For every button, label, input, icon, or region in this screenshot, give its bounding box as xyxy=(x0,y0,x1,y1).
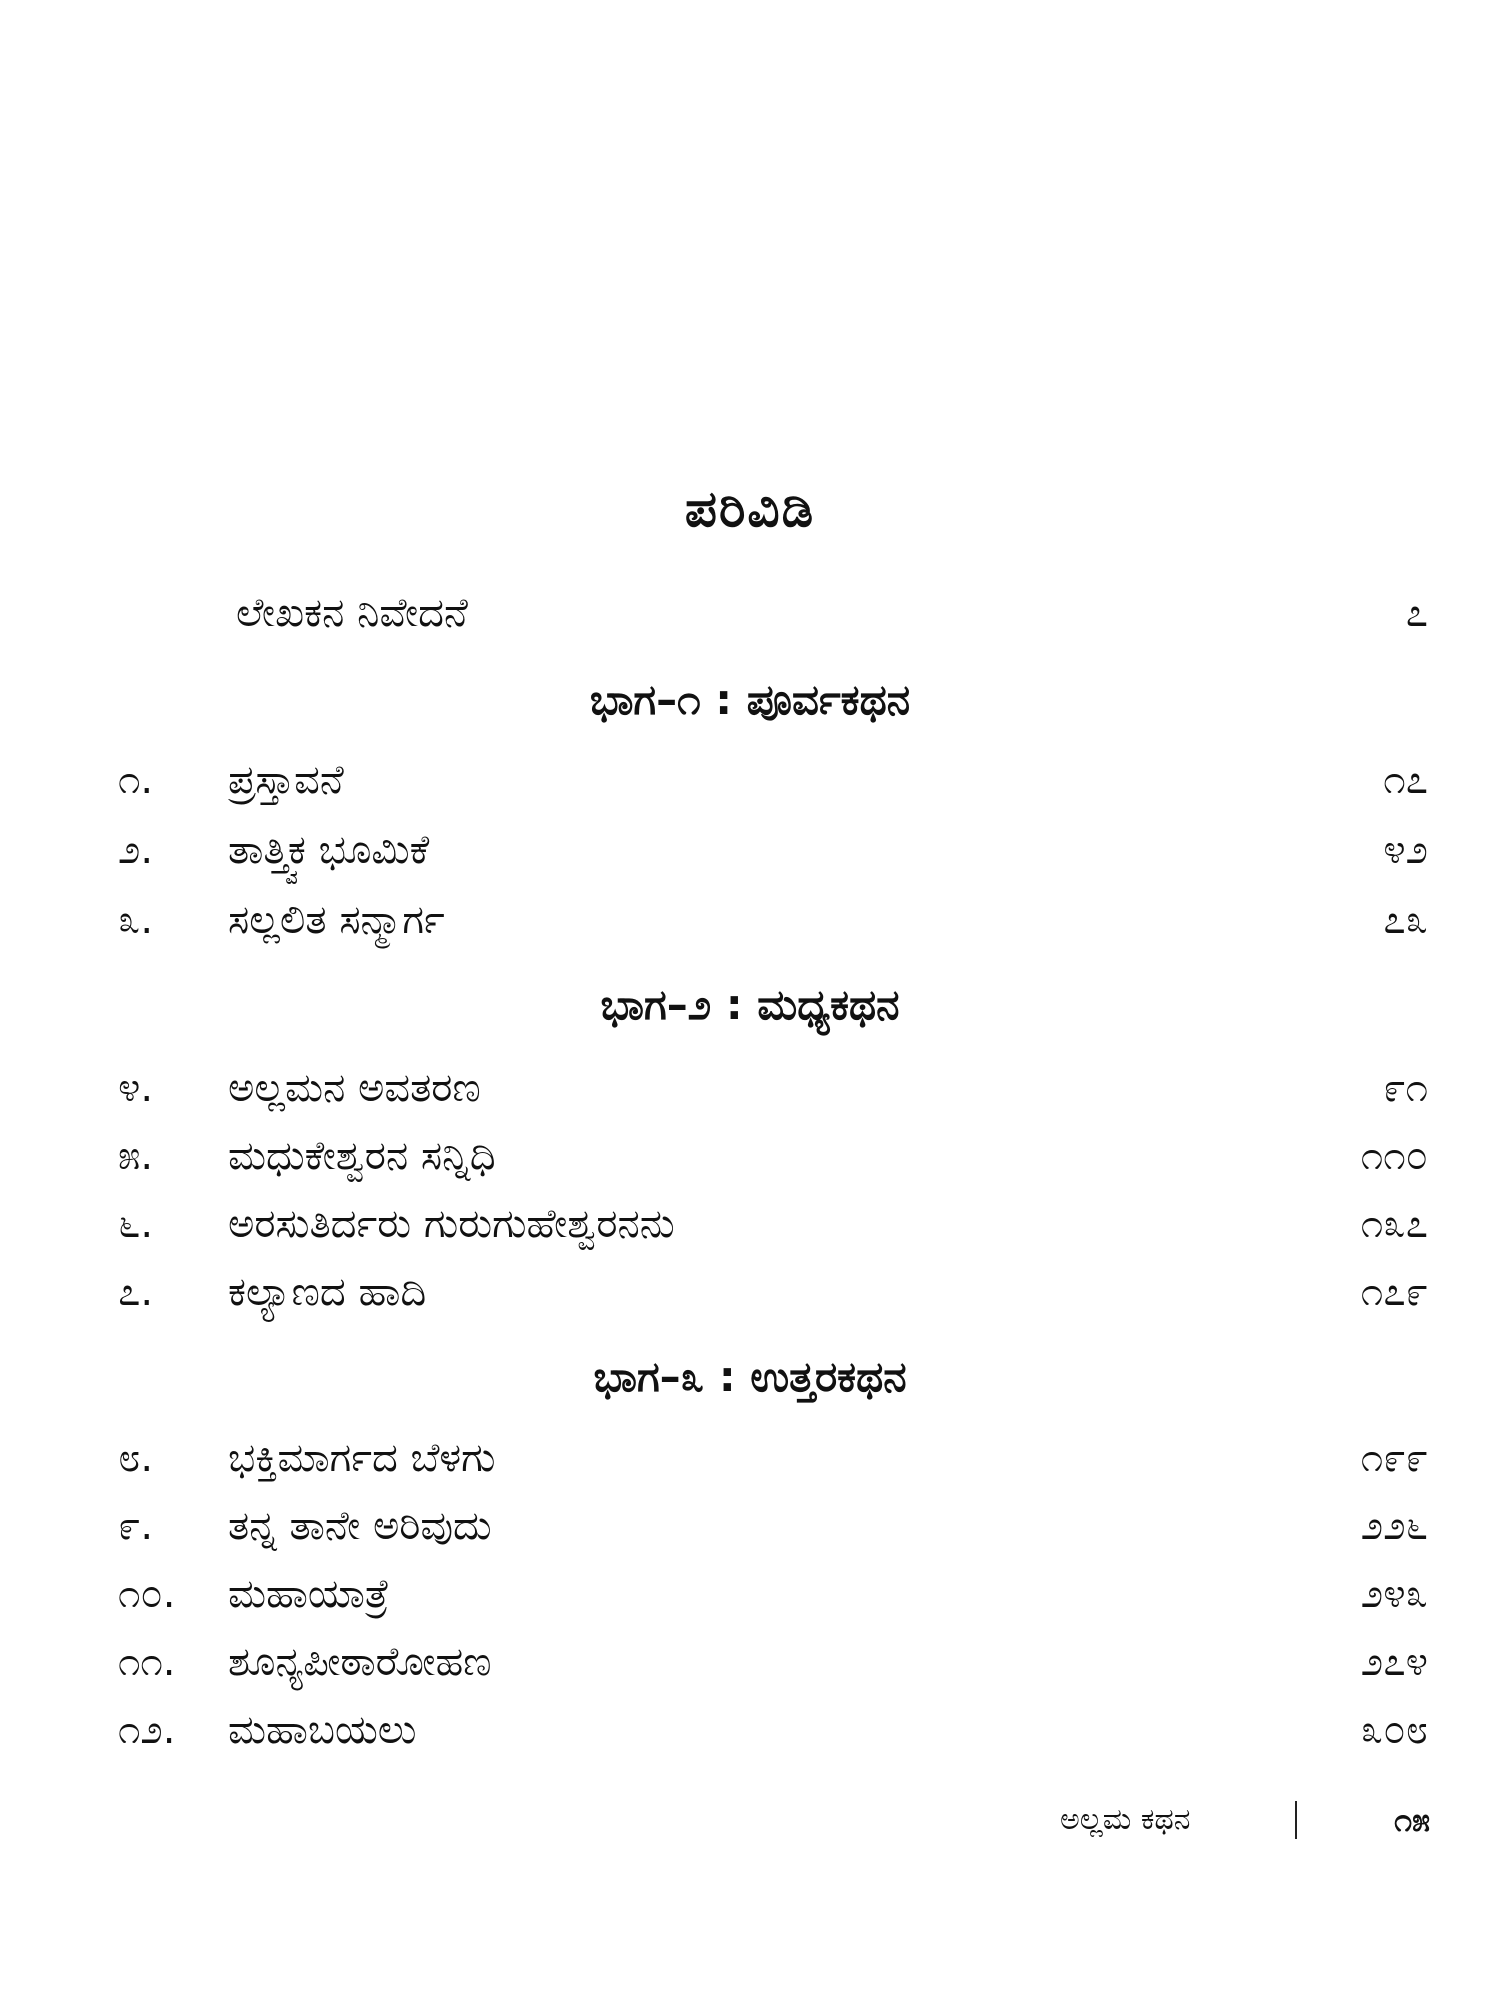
toc-entry-page: ೧೭೯ xyxy=(1360,1269,1428,1315)
page-number: ೧೫ xyxy=(1394,1801,1430,1839)
toc-entry xyxy=(118,1196,1428,1252)
toc-entry xyxy=(118,1060,1428,1116)
section-heading-2: ಭಾಗ–೨ : ಮಧ್ಯಕಥನ xyxy=(600,980,900,1029)
toc-entry-label: ಪ್ರಸ್ತಾವನೆ xyxy=(228,757,344,803)
toc-entry-label: ತನ್ನ ತಾನೇ ಅರಿವುದು xyxy=(228,1503,492,1549)
toc-entry-label: ಸಲ್ಲಲಿತ ಸನ್ಮಾರ್ಗ xyxy=(228,897,445,943)
toc-entry-number: ೩. xyxy=(118,897,154,943)
toc-entry xyxy=(118,892,1428,948)
toc-entry xyxy=(118,1566,1428,1622)
toc-entry-page: ೪೨ xyxy=(1383,827,1428,873)
toc-entry-page: ೧೯೯ xyxy=(1360,1435,1428,1481)
preface-entry xyxy=(118,585,1428,641)
toc-entry-page: ೭೩ xyxy=(1383,897,1428,943)
toc-entry xyxy=(118,1430,1428,1486)
toc-entry xyxy=(118,1634,1428,1690)
toc-entry-number: ೧೧. xyxy=(118,1639,176,1685)
toc-entry-number: ೭. xyxy=(118,1269,154,1315)
toc-entry xyxy=(118,1128,1428,1184)
toc-entry-label: ಮಹಾಬಯಲು xyxy=(228,1707,417,1753)
toc-entry-label: ಮಧುಕೇಶ್ವರನ ಸನ್ನಿಧಿ xyxy=(228,1133,496,1179)
toc-entry-page: ೩೦೮ xyxy=(1360,1707,1428,1753)
toc-entry-label: ಅಲ್ಲಮನ ಅವತರಣ xyxy=(228,1065,481,1111)
toc-entry-number: ೮. xyxy=(118,1435,154,1481)
toc-entry-number: ೧. xyxy=(118,757,154,803)
toc-entry-page: ೧೧೦ xyxy=(1360,1133,1428,1179)
toc-entry xyxy=(118,1498,1428,1554)
toc-entry-number: ೯. xyxy=(118,1503,154,1549)
toc-entry-page: ೨೭೪ xyxy=(1360,1639,1428,1685)
toc-entry-label: ಲೇಖಕನ ನಿವೇದನೆ xyxy=(236,590,468,636)
toc-entry xyxy=(118,822,1428,878)
page-footer xyxy=(1000,1795,1430,1845)
toc-entry-label: ಭಕ್ತಿಮಾರ್ಗದ ಬೆಳಗು xyxy=(228,1435,496,1481)
toc-entry xyxy=(118,1264,1428,1320)
toc-entry-label: ತಾತ್ತ್ವಿಕ ಭೂಮಿಕೆ xyxy=(228,827,430,873)
toc-entry-page: ೭ xyxy=(1405,590,1428,636)
toc-entry xyxy=(118,752,1428,808)
toc-entry-label: ಶೂನ್ಯಪೀಠಾರೋಹಣ xyxy=(228,1639,492,1685)
toc-entry-number: ೫. xyxy=(118,1133,154,1179)
page-title: ಪರಿವಿಡಿ xyxy=(684,480,816,538)
toc-entry-number: ೪. xyxy=(118,1065,154,1111)
section-heading-3: ಭಾಗ–೩ : ಉತ್ತರಕಥನ xyxy=(593,1352,907,1401)
toc-entry-label: ಮಹಾಯಾತ್ರೆ xyxy=(228,1571,390,1617)
toc-entry-number: ೧೦. xyxy=(118,1571,176,1617)
toc-entry-label: ಅರಸುತಿರ್ದರು ಗುರುಗುಹೇಶ್ವರನನು xyxy=(228,1201,675,1247)
toc-entry-number: ೨. xyxy=(118,827,154,873)
toc-entry xyxy=(118,1702,1428,1758)
toc-entry-page: ೨೪೩ xyxy=(1360,1571,1428,1617)
toc-entry-page: ೯೧ xyxy=(1383,1065,1428,1111)
toc-entry-page: ೧೭ xyxy=(1383,757,1428,803)
toc-entry-number: ೬. xyxy=(118,1201,154,1247)
running-title: ಅಲ್ಲಮ ಕಥನ xyxy=(1060,1802,1191,1837)
footer-divider xyxy=(1295,1801,1297,1839)
toc-entry-page: ೧೩೭ xyxy=(1360,1201,1428,1247)
toc-entry-page: ೨೨೬ xyxy=(1360,1503,1428,1549)
toc-entry-label: ಕಲ್ಯಾಣದ ಹಾದಿ xyxy=(228,1269,427,1315)
section-heading-1: ಭಾಗ–೧ : ಪೂರ್ವಕಥನ xyxy=(589,675,911,724)
toc-entry-number: ೧೨. xyxy=(118,1707,176,1753)
